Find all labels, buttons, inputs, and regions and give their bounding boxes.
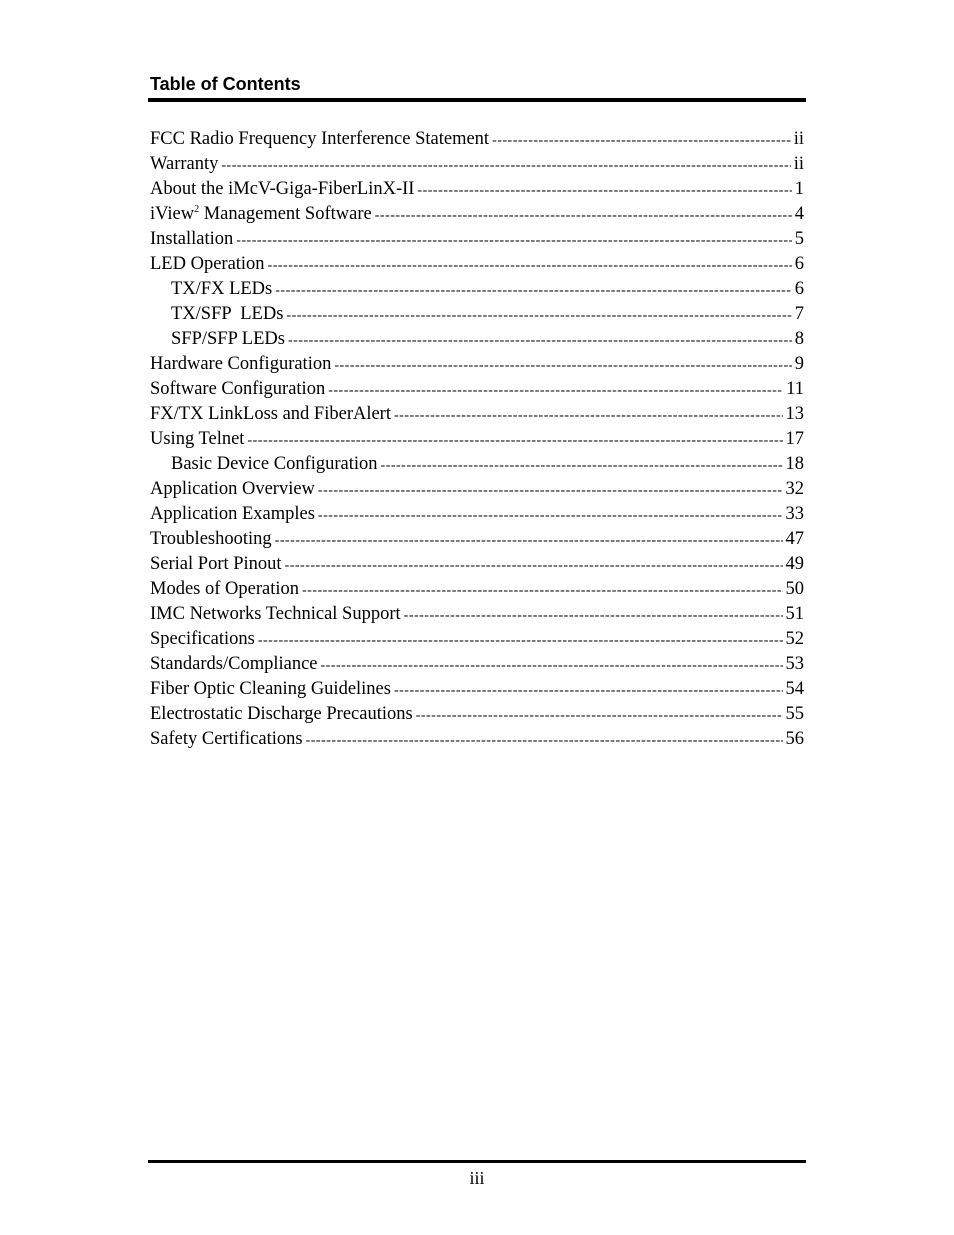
toc-entry-tx-sfp-leds[interactable] [150, 302, 804, 327]
dot-leader [375, 203, 792, 227]
toc-entry-page: 17 [785, 429, 804, 449]
dot-leader [394, 403, 783, 427]
toc-entry-title: IMC Networks Technical Support [150, 604, 401, 624]
toc-entry-title: TX/SFP LEDs [171, 304, 284, 324]
toc-entry-page: 32 [785, 479, 804, 499]
toc-entry-title: Troubleshooting [150, 529, 272, 549]
dot-leader [258, 628, 783, 652]
toc-entry-title: FCC Radio Frequency Interference Statement [150, 129, 490, 149]
toc-entry-esd-precautions[interactable] [150, 702, 804, 727]
toc-entry-page: 51 [785, 604, 804, 624]
toc-entry-page: 55 [785, 704, 804, 724]
toc-entry-title: Application Examples [150, 504, 315, 524]
toc-entry-page: 50 [785, 579, 804, 599]
toc-entry-title: Specifications [150, 629, 255, 649]
toc-entry-page: 18 [785, 454, 804, 474]
toc-entry-title: Fiber Optic Cleaning Guidelines [150, 679, 391, 699]
toc-entry-title: FX/TX LinkLoss and FiberAlert [150, 404, 391, 424]
toc-entry-title: Installation [150, 229, 234, 249]
toc-entry-title: Serial Port Pinout [150, 554, 282, 574]
dot-leader [275, 278, 792, 302]
toc-entry-page: 5 [794, 229, 804, 249]
toc-entry-page: 7 [794, 304, 804, 324]
toc-entry-standards-compliance[interactable] [150, 652, 804, 677]
toc-entry-page: 33 [785, 504, 804, 524]
toc-entry-page: 4 [794, 204, 804, 224]
dot-leader [285, 553, 783, 577]
toc-entry-page: 1 [794, 179, 804, 199]
toc-entry-iview-management-software[interactable] [150, 202, 804, 227]
dot-leader [334, 353, 791, 377]
toc-entry-title: About the iMcV-Giga-FiberLinX-II [150, 179, 415, 199]
toc-entry-title: TX/FX LEDs [171, 279, 273, 299]
page-number: iii [469, 1168, 485, 1188]
toc-entry-page: 6 [794, 254, 804, 274]
toc-entry-software-configuration[interactable] [150, 377, 804, 402]
toc-entry-hardware-configuration[interactable] [150, 352, 804, 377]
header-rule [148, 98, 806, 102]
toc-entry-title: Warranty [150, 154, 219, 174]
toc-entry-page: 47 [785, 529, 804, 549]
toc-entry-installation[interactable] [150, 227, 804, 252]
footer-rule [148, 1160, 806, 1163]
toc-entry-application-overview[interactable] [150, 477, 804, 502]
toc-entry-page: 49 [785, 554, 804, 574]
toc-entry-title: LED Operation [150, 254, 265, 274]
toc-entry-page: 54 [785, 679, 804, 699]
toc-entry-title: Hardware Configuration [150, 354, 332, 374]
table-of-contents [150, 127, 804, 752]
toc-entry-safety-certifications[interactable] [150, 727, 804, 752]
dot-leader [404, 603, 783, 627]
toc-entry-title: Using Telnet [150, 429, 245, 449]
toc-entry-page: 13 [785, 404, 804, 424]
toc-entry-page: 11 [786, 379, 804, 399]
dot-leader [236, 228, 792, 252]
dot-leader [288, 328, 792, 352]
dot-leader [286, 303, 791, 327]
toc-entry-title: SFP/SFP LEDs [171, 329, 285, 349]
toc-entry-technical-support[interactable] [150, 602, 804, 627]
toc-entry-warranty[interactable] [150, 152, 804, 177]
dot-leader [221, 153, 790, 177]
dot-leader [394, 678, 783, 702]
toc-entry-page: 8 [794, 329, 804, 349]
toc-entry-title: Modes of Operation [150, 579, 299, 599]
toc-entry-page: 56 [785, 729, 804, 749]
toc-entry-page: ii [793, 129, 804, 149]
toc-entry-title-pre: iView [150, 204, 195, 224]
toc-entry-linkloss-fiberalert[interactable] [150, 402, 804, 427]
toc-entry-page: 6 [794, 279, 804, 299]
dot-leader [318, 478, 783, 502]
dot-leader [247, 428, 782, 452]
toc-entry-title: Safety Certifications [150, 729, 303, 749]
dot-leader [306, 728, 783, 752]
toc-entry-application-examples[interactable] [150, 502, 804, 527]
toc-entry-troubleshooting[interactable] [150, 527, 804, 552]
dot-leader [381, 453, 783, 477]
dot-leader [275, 528, 783, 552]
dot-leader [268, 253, 792, 277]
toc-entry-serial-port-pinout[interactable] [150, 552, 804, 577]
toc-entry-using-telnet[interactable] [150, 427, 804, 452]
toc-entry-title: Standards/Compliance [150, 654, 318, 674]
toc-entry-led-operation[interactable] [150, 252, 804, 277]
dot-leader [318, 503, 783, 527]
toc-entry-title: Electrostatic Discharge Precautions [150, 704, 413, 724]
toc-entry-title: Software Configuration [150, 379, 326, 399]
dot-leader [416, 703, 783, 727]
dot-leader [328, 378, 783, 402]
toc-entry-title [150, 202, 372, 227]
superscript: 2 [194, 203, 200, 215]
toc-entry-sfp-sfp-leds[interactable] [150, 327, 804, 352]
dot-leader [321, 653, 783, 677]
toc-entry-page: 52 [785, 629, 804, 649]
toc-entry-basic-device-configuration[interactable] [150, 452, 804, 477]
toc-entry-modes-of-operation[interactable] [150, 577, 804, 602]
toc-entry-fiber-optic-cleaning[interactable] [150, 677, 804, 702]
toc-entry-specifications[interactable] [150, 627, 804, 652]
toc-entry-title-post: Management Software [199, 204, 372, 224]
toc-entry-page: ii [793, 154, 804, 174]
page-title: Table of Contents [150, 74, 301, 94]
dot-leader [417, 178, 791, 202]
toc-entry-title: Application Overview [150, 479, 315, 499]
toc-entry-title: Basic Device Configuration [171, 454, 378, 474]
dot-leader [302, 578, 783, 602]
toc-entry-about[interactable] [150, 177, 804, 202]
toc-entry-page: 9 [794, 354, 804, 374]
toc-entry-fcc-statement[interactable] [150, 127, 804, 152]
toc-entry-page: 53 [785, 654, 804, 674]
toc-entry-tx-fx-leds[interactable] [150, 277, 804, 302]
dot-leader [492, 128, 791, 152]
